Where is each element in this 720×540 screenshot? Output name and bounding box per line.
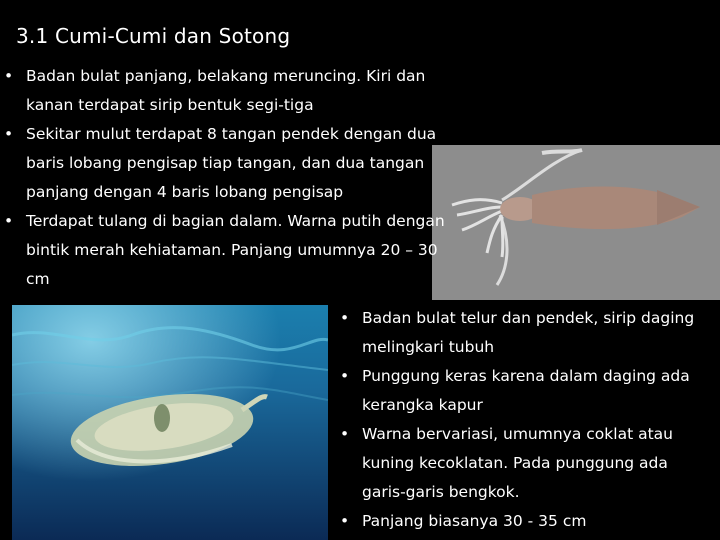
list-item: • Warna bervariasi, umumnya coklat atau kuning kecoklatan. Pada punggung ada garis-garis bengkok. — [336, 420, 716, 507]
cuttlefish-underwater-photo — [12, 305, 328, 540]
cuttlefish-illustration — [12, 305, 328, 540]
list-item: • Sekitar mulut terdapat 8 tangan pendek dengan dua baris lobang pengisap tiap tangan, dan dua tangan panjang dengan 4 baris lobang pengisap — [0, 120, 445, 207]
cuttlefish-description-list — [336, 304, 716, 536]
squid-description-list — [0, 62, 445, 294]
list-item: • Badan bulat telur dan pendek, sirip daging melingkari tubuh — [336, 304, 716, 362]
list-item: • Badan bulat panjang, belakang meruncing. Kiri dan kanan terdapat sirip bentuk segi-tiga — [0, 62, 445, 120]
list-item: • Panjang biasanya 30 - 35 cm — [336, 507, 716, 536]
list-item: • Punggung keras karena dalam daging ada kerangka kapur — [336, 362, 716, 420]
squid-photo — [432, 145, 720, 300]
list-item: • Terdapat tulang di bagian dalam. Warna putih dengan bintik merah kehiataman. Panjang umumnya 20 – 30 cm — [0, 207, 445, 294]
squid-illustration — [432, 145, 720, 300]
slide-title: 3.1 Cumi-Cumi dan Sotong — [16, 24, 291, 48]
